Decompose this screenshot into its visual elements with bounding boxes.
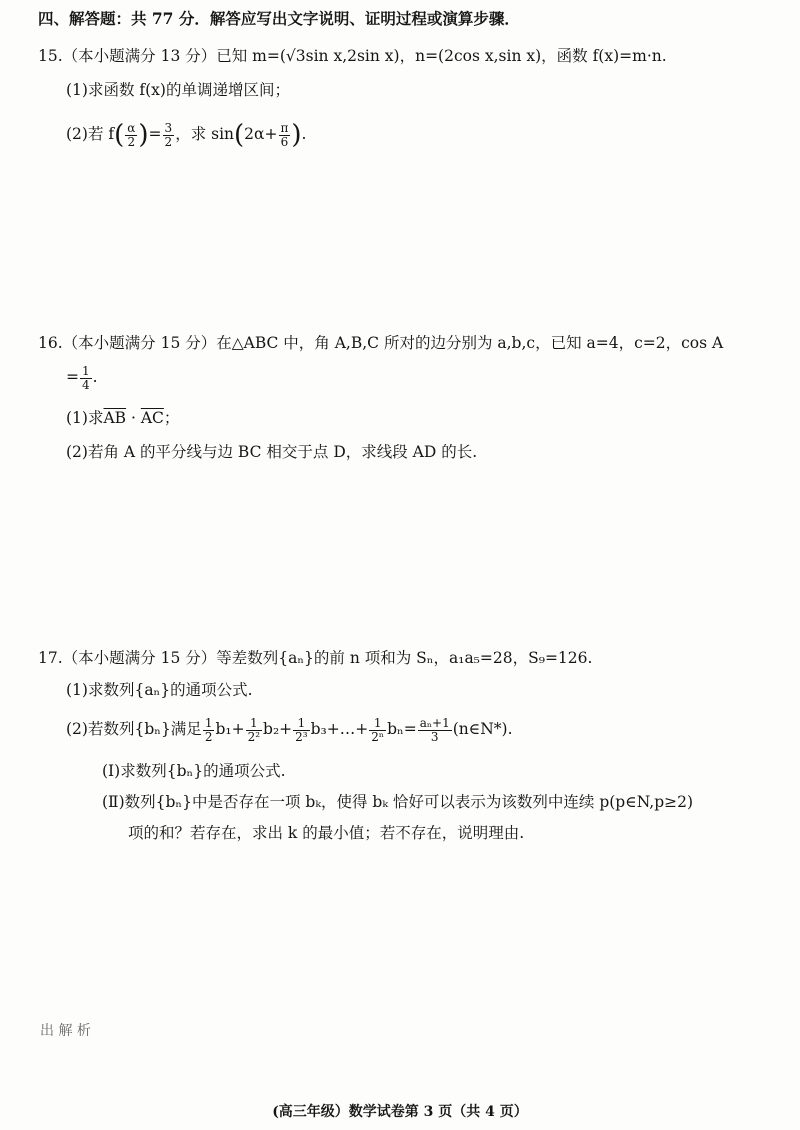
fraction: [418, 717, 452, 744]
q16-stem-cont: [66, 360, 98, 394]
frac-num: aₙ+1: [419, 715, 450, 730]
page-footer: (高三年级）数学试卷第 3 页（共 4 页）: [272, 1104, 528, 1120]
paren-open: (: [234, 120, 245, 150]
frac-num: 1: [82, 363, 90, 378]
q17-part2: [66, 712, 513, 746]
section-header: 四、解答题：共 77 分．解答应写出文字说明、证明过程或演算步骤．: [38, 9, 520, 28]
q17-part2-end: (n∈N*).: [452, 720, 513, 738]
equals: =: [66, 368, 79, 386]
fraction: [279, 122, 291, 149]
q17-part2-prefix: (2)若数列{bₙ}满足: [66, 720, 202, 738]
frac-den: 3: [430, 729, 439, 744]
fraction: [125, 122, 137, 149]
frac-den: 2³: [295, 729, 308, 744]
fraction: [203, 717, 215, 744]
fraction: [163, 122, 175, 149]
term: b₃+…+: [310, 720, 369, 738]
q15-part1: (1)求函数 f(x)的单调递增区间；: [66, 81, 290, 99]
frac-num: 1: [246, 717, 262, 731]
frac-den: 6: [280, 134, 289, 149]
semicolon: ；: [163, 409, 180, 427]
paren-close: ): [138, 120, 149, 150]
dot: ·: [126, 409, 141, 427]
term: bₙ=: [387, 720, 417, 738]
fraction: [369, 717, 386, 744]
fraction: [80, 365, 92, 392]
term: b₁+: [215, 720, 245, 738]
q16-part1-prefix: (1)求: [66, 409, 104, 427]
frac-den: 4: [82, 377, 90, 392]
frac-num: 1: [204, 715, 213, 730]
frac-num: 1: [369, 717, 386, 731]
fraction: [293, 717, 309, 744]
q15-part2-prefix: (2)若 f: [66, 125, 115, 143]
frac-den: 2ⁿ: [371, 729, 385, 744]
vector-ac: $\overline{AC}$: [140, 409, 164, 427]
term: b₂+: [263, 720, 293, 738]
frac-den: 2²: [247, 729, 261, 744]
frac-den: 2: [164, 134, 173, 149]
fraction: [246, 717, 262, 744]
vector-ab: $\overline{AB}$: [103, 409, 127, 427]
frac-den: 2: [204, 729, 213, 744]
handwritten-scribble: 出 解 析: [40, 1023, 91, 1039]
q17-sub2-line2: 项的和？若存在，求出 k 的最小值；若不存在，说明理由.: [128, 824, 525, 842]
q17-sub2-line1: (Ⅱ)数列{bₙ}中是否存在一项 bₖ，使得 bₖ 恰好可以表示为该数列中连续 p(p∈N,p≥2): [102, 793, 694, 811]
q15-part2-end: .: [301, 125, 307, 143]
frac-num: 1: [293, 717, 309, 731]
q17-sub1: (Ⅰ)求数列{bₙ}的通项公式.: [102, 762, 286, 780]
period: .: [92, 368, 98, 386]
paren-close: ): [291, 120, 302, 150]
q15-part2-mid: ，求 sin: [175, 125, 235, 143]
frac-num: π: [280, 120, 289, 135]
q16-part1: [66, 407, 179, 429]
equals: =: [148, 125, 162, 143]
q16-part2: (2)若角 A 的平分线与边 BC 相交于点 D，求线段 AD 的长.: [66, 443, 478, 461]
paren-open: (: [114, 120, 125, 150]
q16-stem: 16.（本小题满分 15 分）在△ABC 中，角 A,B,C 所对的边分别为 a,b,c，已知 a=4，c=2，cos A: [38, 334, 724, 352]
q17-part1: (1)求数列{aₙ}的通项公式.: [66, 681, 253, 699]
q15-part2-inner: 2α+: [244, 125, 278, 143]
frac-num: 3: [164, 120, 173, 135]
q15-stem: 15.（本小题满分 13 分）已知 m=(√3sin x,2sin x)，n=(2cos x,sin x)，函数 f(x)=m·n.: [38, 47, 667, 65]
frac-den: 2: [127, 134, 136, 149]
frac-num: α: [127, 120, 136, 135]
q17-stem: 17.（本小题满分 15 分）等差数列{aₙ}的前 n 项和为 Sₙ，a₁a₅=28，S₉=126.: [38, 649, 593, 667]
q15-part2: [66, 117, 306, 151]
